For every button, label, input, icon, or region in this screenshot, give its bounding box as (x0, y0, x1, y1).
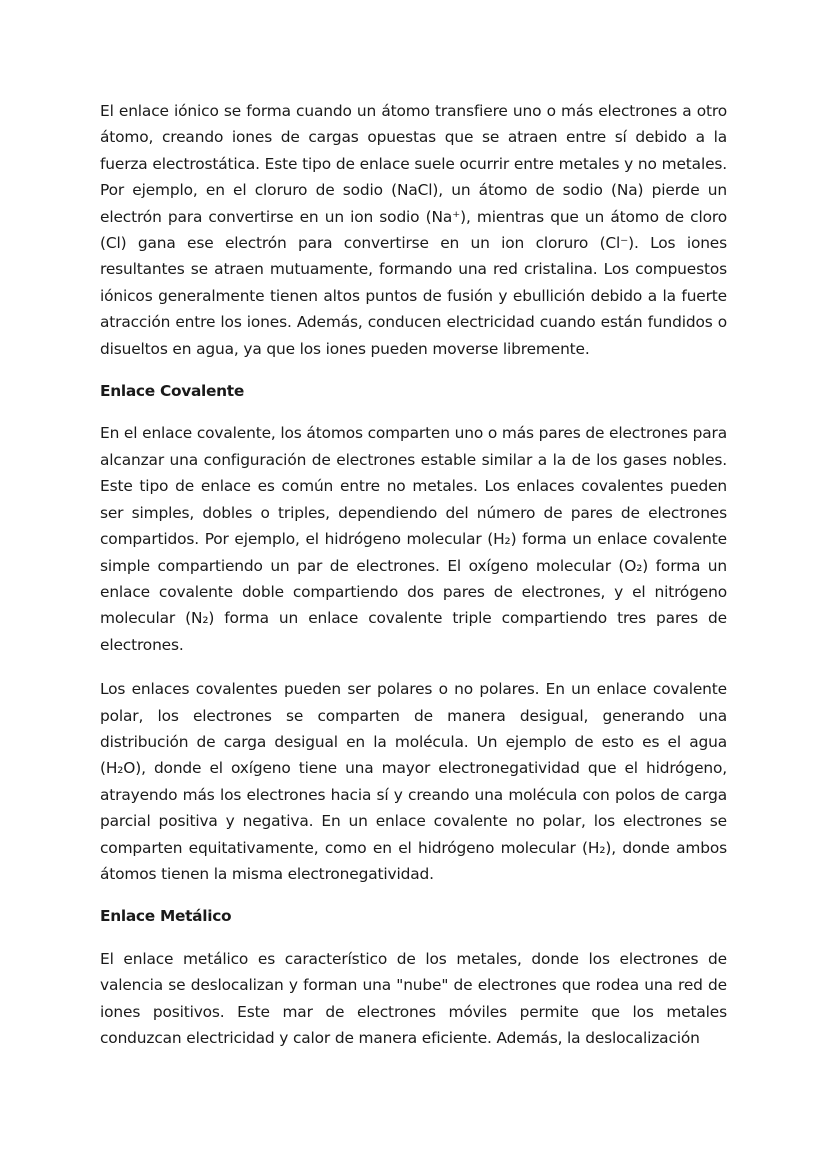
heading-enlace-metalico: Enlace Metálico (100, 907, 232, 926)
paragraph-enlace-ionico: El enlace iónico se forma cuando un átomo transfiere uno o más electrones a otro átomo, creando iones de cargas opuestas que se atraen entre sí debido a la fuerza electrostática. Este tipo de enlace suele ocurrir entre metales y no metales. Por ejemplo, en el cloruro de sodio (NaCl), un átomo de sodio (Na) pierde un electrón para convertirse en un ion sodio (Na⁺), mientras que un átomo de cloro (Cl) gana ese electrón para convertirse en un ion cloruro (Cl⁻). Los iones resultantes se atraen mutuamente, formando una red cristalina. Los compuestos iónicos generalmente tienen altos puntos de fusión y ebullición debido a la fuerte atracción entre los iones. Además, conducen electricidad cuando están fundidos o disueltos en agua, ya que los iones pueden moverse libremente. (100, 102, 727, 358)
paragraph-enlace-metalico: El enlace metálico es característico de los metales, donde los electrones de valencia se deslocalizan y forman una "nube" de electrones que rodea una red de iones positivos. Este mar de electrones móviles permite que los metales conduzcan electricidad y calor de manera eficiente. Además, la deslocalización (100, 949, 727, 1047)
document-page (100, 98, 727, 1051)
paragraph-covalente-polar: Los enlaces covalentes pueden ser polares o no polares. En un enlace covalente polar, los electrones se comparten de manera desigual, generando una distribución de carga desigual en la molécula. Un ejemplo de esto es el agua (H₂O), donde el oxígeno tiene una mayor electronegatividad que el hidrógeno, atrayendo más los electrones hacia sí y creando una molécula con polos de carga parcial positiva y negativa. En un enlace covalente no polar, los electrones se comparten equitativamente, como en el hidrógeno molecular (H₂), donde ambos átomos tienen la misma electronegatividad. (100, 680, 727, 883)
heading-enlace-covalente: Enlace Covalente (100, 382, 245, 401)
paragraph-enlace-covalente: En el enlace covalente, los átomos comparten uno o más pares de electrones para alcanzar una configuración de electrones estable similar a la de los gases nobles. Este tipo de enlace es común entre no metales. Los enlaces covalentes pueden ser simples, dobles o triples, dependiendo del número de pares de electrones compartidos. Por ejemplo, el hidrógeno molecular (H₂) forma un enlace covalente simple compartiendo un par de electrones. El oxígeno molecular (O₂) forma un enlace covalente doble compartiendo dos pares de electrones, y el nitrógeno molecular (N₂) forma un enlace covalente triple compartiendo tres pares de electrones. (100, 424, 727, 654)
